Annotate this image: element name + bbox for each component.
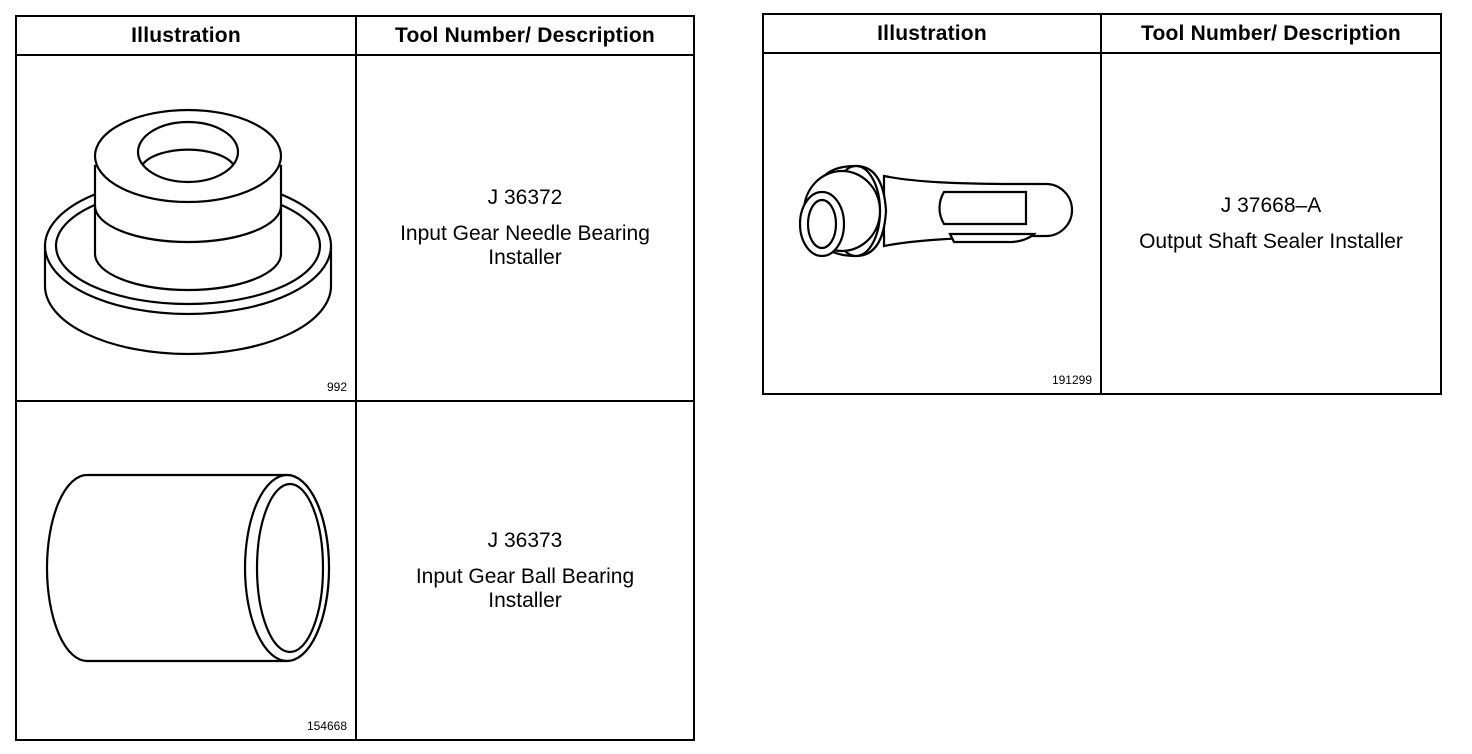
description-line: Installer bbox=[488, 588, 562, 612]
description-line: Installer bbox=[488, 246, 562, 269]
header-tool-description: Tool Number/ Description bbox=[395, 23, 655, 47]
tool-table-right bbox=[762, 13, 1442, 395]
tool-number: J 36373 bbox=[487, 528, 563, 552]
ball-bearing-installer-icon bbox=[17, 402, 355, 739]
tool-description-cell bbox=[357, 402, 693, 739]
figure-id: 191299 bbox=[1051, 373, 1092, 387]
needle-bearing-installer-icon bbox=[17, 56, 355, 400]
description-line: Input Gear Needle Bearing bbox=[400, 222, 650, 245]
figure-id: 992 bbox=[326, 380, 347, 394]
illustration-cell bbox=[17, 402, 355, 739]
tool-description-cell bbox=[357, 56, 693, 400]
figure-id: 154668 bbox=[306, 719, 347, 733]
tool-number: J 37668–A bbox=[1220, 193, 1322, 217]
tool-number: J 36372 bbox=[487, 186, 563, 209]
tool-description-cell bbox=[1102, 54, 1440, 393]
illustration-cell bbox=[764, 54, 1100, 393]
illustration-cell bbox=[17, 56, 355, 400]
header-illustration: Illustration bbox=[877, 21, 987, 45]
description-line: Output Shaft Sealer Installer bbox=[1139, 229, 1403, 253]
header-tool-description: Tool Number/ Description bbox=[1141, 21, 1401, 45]
header-illustration: Illustration bbox=[131, 23, 241, 47]
description-line: Input Gear Ball Bearing bbox=[415, 564, 635, 588]
output-shaft-sealer-installer-icon bbox=[764, 54, 1100, 393]
tool-table-left bbox=[15, 15, 695, 741]
